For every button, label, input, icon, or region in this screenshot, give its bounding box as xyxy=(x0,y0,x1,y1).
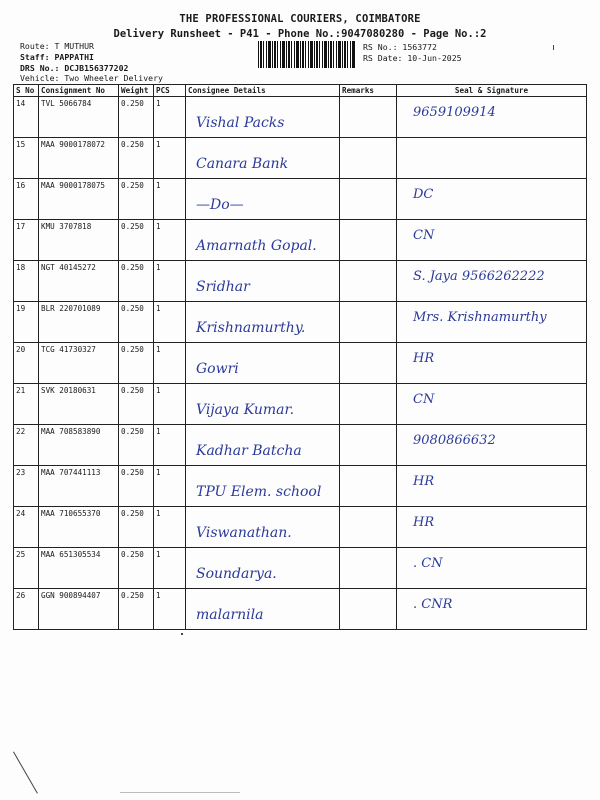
cell-consignee xyxy=(186,343,340,384)
cell-seal xyxy=(397,220,587,261)
staff-label: Staff: PAPPATHI xyxy=(20,52,94,62)
cell-consignee xyxy=(186,179,340,220)
cell-consignment: KMU 3707818 xyxy=(39,220,119,261)
cell-remarks xyxy=(340,589,397,630)
cell-weight: 0.250 xyxy=(119,179,154,220)
cell-seal-handwriting: DC xyxy=(413,187,434,202)
col-sno: S No xyxy=(14,85,39,97)
cell-sno: 22 xyxy=(14,425,39,466)
cell-remarks xyxy=(340,425,397,466)
cell-remarks xyxy=(340,302,397,343)
cell-remarks xyxy=(340,261,397,302)
stray-mark xyxy=(13,752,38,794)
cell-pcs: 1 xyxy=(154,302,186,343)
cell-seal xyxy=(397,425,587,466)
cell-seal xyxy=(397,302,587,343)
col-pcs: PCS xyxy=(154,85,186,97)
cell-seal-handwriting: HR xyxy=(413,474,435,489)
cell-pcs: 1 xyxy=(154,179,186,220)
cell-seal-handwriting: S. Jaya 9566262222 xyxy=(413,269,545,284)
cell-remarks xyxy=(340,466,397,507)
table-row xyxy=(14,425,587,466)
company-title: THE PROFESSIONAL COURIERS, COIMBATORE xyxy=(179,13,421,25)
col-consignment: Consignment No xyxy=(39,85,119,97)
cell-sno: 23 xyxy=(14,466,39,507)
cell-seal-handwriting: 9080866632 xyxy=(413,433,496,448)
cell-weight: 0.250 xyxy=(119,589,154,630)
cell-seal-handwriting: HR xyxy=(413,515,435,530)
cell-consignment: BLR 220701089 xyxy=(39,302,119,343)
cell-pcs: 1 xyxy=(154,261,186,302)
cell-consignee-handwriting: —Do— xyxy=(196,197,244,213)
cell-consignment: SVK 20180631 xyxy=(39,384,119,425)
cell-pcs: 1 xyxy=(154,589,186,630)
cell-consignment: MAA 9000178075 xyxy=(39,179,119,220)
runsheet-subtitle: Delivery Runsheet - P41 - Phone No.:9047080280 - Page No.:2 xyxy=(113,28,487,40)
rs-number: RS No.: 1563772 xyxy=(363,42,437,52)
stray-mark xyxy=(553,45,554,50)
table-body xyxy=(14,97,587,630)
col-consignee: Consignee Details xyxy=(186,85,340,97)
table-row xyxy=(14,548,587,589)
cell-pcs: 1 xyxy=(154,548,186,589)
route-label: Route: T MUTHUR xyxy=(20,41,94,51)
cell-seal xyxy=(397,466,587,507)
cell-consignee xyxy=(186,507,340,548)
cell-consignee xyxy=(186,138,340,179)
table-row xyxy=(14,302,587,343)
cell-seal xyxy=(397,589,587,630)
cell-seal-handwriting: Mrs. Krishnamurthy xyxy=(413,310,547,325)
cell-weight: 0.250 xyxy=(119,343,154,384)
cell-pcs: 1 xyxy=(154,97,186,138)
drs-label: DRS No.: DCJB156377202 xyxy=(20,63,129,73)
cell-consignee xyxy=(186,589,340,630)
cell-weight: 0.250 xyxy=(119,425,154,466)
cell-weight: 0.250 xyxy=(119,548,154,589)
cell-pcs: 1 xyxy=(154,343,186,384)
cell-sno: 24 xyxy=(14,507,39,548)
table-row xyxy=(14,589,587,630)
cell-consignee xyxy=(186,384,340,425)
cell-weight: 0.250 xyxy=(119,507,154,548)
cell-consignee xyxy=(186,425,340,466)
cell-seal-handwriting: HR xyxy=(413,351,435,366)
cell-consignee xyxy=(186,97,340,138)
cell-remarks xyxy=(340,179,397,220)
cell-sno: 20 xyxy=(14,343,39,384)
cell-weight: 0.250 xyxy=(119,302,154,343)
cell-seal xyxy=(397,343,587,384)
table-row xyxy=(14,179,587,220)
table-row xyxy=(14,138,587,179)
cell-consignee-handwriting: Amarnath Gopal. xyxy=(196,238,317,254)
vehicle-label: Vehicle: Two Wheeler Delivery xyxy=(20,73,163,83)
cell-sno: 25 xyxy=(14,548,39,589)
cell-sno: 17 xyxy=(14,220,39,261)
cell-consignee-handwriting: Soundarya. xyxy=(196,566,277,582)
cell-consignment: GGN 900894407 xyxy=(39,589,119,630)
cell-consignee-handwriting: Vishal Packs xyxy=(196,115,285,131)
table-row xyxy=(14,97,587,138)
cell-consignee-handwriting: Canara Bank xyxy=(196,156,289,172)
cell-pcs: 1 xyxy=(154,384,186,425)
cell-pcs: 1 xyxy=(154,466,186,507)
cell-remarks xyxy=(340,343,397,384)
cell-consignment: NGT 40145272 xyxy=(39,261,119,302)
cell-remarks xyxy=(340,97,397,138)
barcode xyxy=(258,41,356,68)
cell-seal xyxy=(397,507,587,548)
cell-consignment: MAA 9000178072 xyxy=(39,138,119,179)
cell-remarks xyxy=(340,220,397,261)
cell-pcs: 1 xyxy=(154,425,186,466)
cell-consignee-handwriting: malarnila xyxy=(196,607,264,623)
col-seal: Seal & Signature xyxy=(397,85,587,97)
table-row xyxy=(14,343,587,384)
cell-consignment: TCG 41730327 xyxy=(39,343,119,384)
cell-weight: 0.250 xyxy=(119,138,154,179)
cell-consignee-handwriting: Krishnamurthy. xyxy=(196,320,306,336)
cell-consignee xyxy=(186,548,340,589)
cell-consignee-handwriting: TPU Elem. school xyxy=(196,484,322,500)
cell-weight: 0.250 xyxy=(119,261,154,302)
cell-seal xyxy=(397,548,587,589)
col-weight: Weight xyxy=(119,85,154,97)
cell-consignment: TVL 5066784 xyxy=(39,97,119,138)
cell-sno: 21 xyxy=(14,384,39,425)
cell-seal-handwriting: CN xyxy=(413,228,435,243)
cell-seal xyxy=(397,384,587,425)
stray-mark xyxy=(120,792,240,793)
cell-consignee-handwriting: Sridhar xyxy=(196,279,250,295)
cell-consignee-handwriting: Viswanathan. xyxy=(196,525,292,541)
cell-consignment: MAA 651305534 xyxy=(39,548,119,589)
cell-seal-handwriting: 9659109914 xyxy=(413,105,496,120)
col-remarks: Remarks xyxy=(340,85,397,97)
table-row xyxy=(14,220,587,261)
rs-date: RS Date: 10-Jun-2025 xyxy=(363,53,462,63)
cell-pcs: 1 xyxy=(154,220,186,261)
cell-remarks xyxy=(340,507,397,548)
table-row xyxy=(14,384,587,425)
cell-seal-handwriting: . CN xyxy=(413,556,443,571)
cell-consignment: MAA 708583890 xyxy=(39,425,119,466)
cell-seal xyxy=(397,138,587,179)
cell-sno: 14 xyxy=(14,97,39,138)
cell-consignee-handwriting: Gowri xyxy=(196,361,239,377)
cell-sno: 26 xyxy=(14,589,39,630)
runsheet-table xyxy=(13,84,587,630)
cell-pcs: 1 xyxy=(154,138,186,179)
cell-weight: 0.250 xyxy=(119,220,154,261)
cell-remarks xyxy=(340,138,397,179)
cell-remarks xyxy=(340,384,397,425)
cell-sno: 16 xyxy=(14,179,39,220)
cell-sno: 15 xyxy=(14,138,39,179)
cell-sno: 19 xyxy=(14,302,39,343)
cell-weight: 0.250 xyxy=(119,97,154,138)
cell-weight: 0.250 xyxy=(119,384,154,425)
cell-consignment: MAA 710655370 xyxy=(39,507,119,548)
cell-seal xyxy=(397,261,587,302)
table-row xyxy=(14,261,587,302)
table-header-row xyxy=(14,85,587,97)
cell-sno: 18 xyxy=(14,261,39,302)
cell-consignee xyxy=(186,466,340,507)
table-row xyxy=(14,466,587,507)
cell-consignee xyxy=(186,220,340,261)
cell-remarks xyxy=(340,548,397,589)
cell-seal-handwriting: . CNR xyxy=(413,597,453,612)
stray-mark xyxy=(181,633,183,635)
cell-consignee-handwriting: Kadhar Batcha xyxy=(196,443,302,459)
cell-consignment: MAA 707441113 xyxy=(39,466,119,507)
cell-seal xyxy=(397,179,587,220)
table-row xyxy=(14,507,587,548)
cell-seal-handwriting: CN xyxy=(413,392,435,407)
cell-consignee xyxy=(186,261,340,302)
cell-pcs: 1 xyxy=(154,507,186,548)
cell-consignee-handwriting: Vijaya Kumar. xyxy=(196,402,295,418)
cell-seal xyxy=(397,97,587,138)
cell-weight: 0.250 xyxy=(119,466,154,507)
cell-consignee xyxy=(186,302,340,343)
